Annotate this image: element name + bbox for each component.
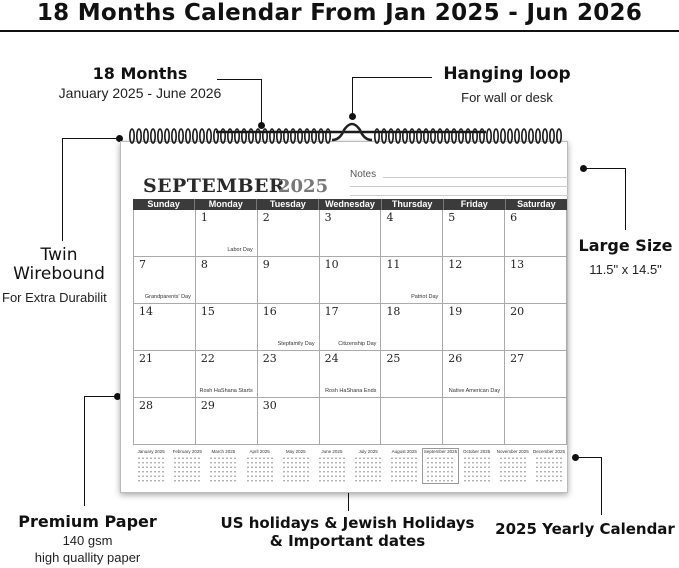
- day-number: 29: [200, 399, 215, 412]
- day-number: 10: [324, 258, 339, 271]
- day-number: 12: [448, 258, 463, 271]
- mini-month: [242, 448, 278, 484]
- leader-loop-v: [352, 77, 353, 115]
- mini-month-days: [173, 456, 201, 482]
- day-cell: [505, 398, 567, 444]
- yearly-mini-calendar: [133, 448, 567, 484]
- leader-paper-h: [84, 396, 118, 397]
- annotation-yearly-title: 2025 Yearly Calendar: [495, 520, 675, 538]
- day-cell: [320, 398, 382, 444]
- mini-month: [422, 448, 458, 484]
- wire-coil: [137, 129, 141, 143]
- mini-month-title: April 2025: [249, 449, 270, 454]
- wire-coil: [193, 129, 197, 143]
- day-cell: [381, 257, 443, 303]
- day-cell: [443, 210, 505, 256]
- day-cell: [320, 304, 382, 350]
- mini-month: [169, 448, 205, 484]
- annotation-paper-sub2: high quallity paper: [34, 550, 141, 565]
- day-cell: [505, 351, 567, 397]
- mini-month: [205, 448, 241, 484]
- annotation-wirebound: [0, 246, 118, 305]
- wire-coil: [165, 129, 169, 143]
- hanging-loop: [330, 120, 374, 142]
- mini-month: [459, 448, 495, 484]
- wire-coil: [179, 129, 183, 143]
- day-number: 13: [510, 258, 525, 271]
- mini-month-days: [463, 456, 491, 482]
- weekday-label: Wednesday: [319, 199, 381, 210]
- day-cell: [258, 398, 320, 444]
- holiday-label: Labor Day: [227, 247, 253, 253]
- wire-coil: [529, 129, 533, 143]
- wire-coil: [550, 129, 554, 143]
- mini-month-days: [209, 456, 237, 482]
- day-number: 30: [262, 399, 277, 412]
- leader-18-months-v: [261, 79, 262, 125]
- day-cell: [196, 210, 258, 256]
- annotation-large-size-sub: 11.5" x 14.5": [589, 262, 662, 277]
- mini-month-days: [535, 456, 563, 482]
- mini-month-days: [246, 456, 274, 482]
- mini-month-days: [318, 456, 346, 482]
- mini-month-title: September 2025: [423, 449, 458, 454]
- mini-month-title: October 2025: [462, 449, 491, 454]
- annotation-premium-paper: [5, 512, 170, 565]
- wire-coil: [130, 129, 134, 143]
- mini-month: [133, 448, 169, 484]
- leader-size-dot: [580, 165, 587, 172]
- mini-month: [386, 448, 422, 484]
- day-number: 7: [139, 258, 146, 271]
- annotation-18-months-title: 18 Months: [92, 64, 188, 83]
- wire-coil: [200, 129, 204, 143]
- holiday-label: Rosh HaShana Starts: [199, 388, 253, 394]
- annotation-wirebound-line2: Wirebound: [13, 264, 105, 284]
- mini-month-title: July 2025: [358, 449, 378, 454]
- annotation-holidays-line2: & Important dates: [269, 532, 426, 550]
- day-number: 8: [200, 258, 208, 271]
- day-cell: [320, 210, 382, 256]
- day-number: 3: [324, 211, 332, 224]
- mini-month: [495, 448, 531, 484]
- wall-calendar: [120, 141, 568, 493]
- annotation-paper-title: Premium Paper: [18, 512, 157, 531]
- day-cell: [443, 398, 505, 444]
- mini-month: [350, 448, 386, 484]
- day-cell: [381, 398, 443, 444]
- weekday-label: Saturday: [517, 199, 556, 209]
- mini-month-title: August 2025: [391, 449, 417, 454]
- leader-loop-h: [352, 77, 432, 78]
- annotation-holidays-line1: US holidays & Jewish Holidays: [220, 514, 475, 532]
- day-number: 22: [200, 352, 215, 365]
- annotation-hanging-loop-sub: For wall or desk: [461, 90, 553, 105]
- annotation-large-size: [572, 236, 679, 277]
- leader-wirebound-h: [62, 138, 120, 139]
- annotation-hanging-loop: [432, 64, 582, 105]
- day-number: 17: [324, 305, 339, 318]
- day-number: 25: [386, 352, 401, 365]
- leader-wirebound-v: [62, 138, 63, 241]
- notes-line: [383, 177, 568, 178]
- day-cell: [133, 304, 196, 350]
- mini-month-title: June 2025: [321, 449, 343, 454]
- day-number: 14: [139, 305, 153, 318]
- day-cell: [258, 351, 320, 397]
- annotation-wirebound-line1: Twin: [40, 245, 78, 265]
- day-number: 15: [200, 305, 215, 318]
- day-cell: [505, 257, 567, 303]
- day-cell: [505, 304, 567, 350]
- week-row: [133, 257, 567, 304]
- weekday-label: Friday: [444, 199, 506, 210]
- annotation-holidays: [205, 514, 490, 550]
- day-number: 21: [139, 352, 153, 365]
- day-number: 26: [448, 352, 463, 365]
- month-year: 2025: [278, 176, 329, 197]
- weekday-label: Thursday: [382, 199, 444, 210]
- wire-coil: [186, 129, 190, 143]
- day-cell: [381, 304, 443, 350]
- mini-month-days: [282, 456, 310, 482]
- day-cell: [196, 304, 258, 350]
- leader-size-v: [625, 168, 626, 230]
- mini-month: [314, 448, 350, 484]
- wire-coil: [508, 129, 512, 143]
- annotation-yearly-calendar: [494, 520, 676, 538]
- holiday-label: Citizenship Day: [338, 341, 377, 347]
- day-cell: [443, 304, 505, 350]
- day-cell: [258, 210, 320, 256]
- leader-size-h: [584, 168, 626, 169]
- day-number: 20: [510, 305, 525, 318]
- mini-month: [531, 448, 567, 484]
- weekday-label: Sunday: [133, 199, 195, 210]
- wire-coil: [144, 129, 148, 143]
- day-cell: [196, 398, 258, 444]
- day-cell: [258, 304, 320, 350]
- week-row: [133, 210, 567, 257]
- day-cell: [133, 210, 196, 256]
- weekday-header: [133, 199, 567, 210]
- day-cell: [196, 351, 258, 397]
- wire-coil: [494, 129, 498, 143]
- wire-coil: [151, 129, 155, 143]
- week-rows: [133, 210, 567, 445]
- day-cell: [133, 351, 196, 397]
- weekday-label: Tuesday: [257, 199, 319, 210]
- wire-coil: [557, 129, 561, 143]
- wire-coil: [522, 129, 526, 143]
- holiday-label: Grandparents' Day: [144, 294, 191, 300]
- mini-month-title: November 2025: [496, 449, 529, 454]
- leader-18-months-h: [217, 79, 262, 80]
- day-number: 5: [448, 211, 456, 224]
- mini-month-days: [390, 456, 418, 482]
- headline-rule: [0, 30, 679, 32]
- weekday-label: Monday: [195, 199, 257, 210]
- week-row: [133, 351, 567, 398]
- holiday-label: Stepfamily Day: [277, 341, 315, 347]
- leader-yearly-dot: [572, 454, 579, 461]
- leader-paper-v: [84, 396, 85, 506]
- mini-month-title: March 2025: [211, 449, 236, 454]
- mini-month-title: January 2025: [137, 449, 165, 454]
- day-number: 9: [262, 258, 270, 271]
- week-row: [133, 398, 567, 445]
- wire-coil: [543, 129, 547, 143]
- day-cell: [505, 210, 567, 256]
- day-cell: [443, 351, 505, 397]
- leader-yearly-h: [576, 457, 602, 458]
- annotation-18-months: [30, 64, 250, 101]
- mini-month-title: February 2025: [172, 449, 202, 454]
- day-number: 16: [262, 305, 277, 318]
- wire-coil: [515, 129, 519, 143]
- holiday-label: Native American Day: [448, 388, 501, 394]
- mini-month-days: [354, 456, 382, 482]
- day-cell: [381, 351, 443, 397]
- day-number: 28: [139, 399, 153, 412]
- day-number: 27: [510, 352, 525, 365]
- holiday-label: Patriot Day: [411, 294, 439, 300]
- day-number: 23: [262, 352, 277, 365]
- wire-coil: [536, 129, 540, 143]
- month-name: SEPTEMBER: [143, 175, 286, 197]
- notes-line: [350, 195, 568, 196]
- annotation-large-size-title: Large Size: [578, 236, 673, 255]
- day-number: 18: [386, 305, 401, 318]
- day-number: 11: [386, 258, 401, 271]
- wire-coil: [207, 129, 211, 143]
- mini-month-title: May 2025: [285, 449, 306, 454]
- annotation-paper-sub1: 140 gsm: [62, 533, 113, 548]
- page-headline: 18 Months Calendar From Jan 2025 - Jun 2026: [36, 0, 643, 26]
- wire-coil: [158, 129, 162, 143]
- notes-label: Notes: [350, 169, 377, 180]
- day-number: 2: [262, 211, 270, 224]
- month-grid: [133, 199, 567, 445]
- mini-month-days: [137, 456, 165, 482]
- day-number: 19: [448, 305, 463, 318]
- day-number: 6: [510, 211, 518, 224]
- day-cell: [133, 257, 196, 303]
- wire-coil: [487, 129, 491, 143]
- mini-month: [278, 448, 314, 484]
- day-cell: [133, 398, 196, 444]
- day-number: 1: [200, 211, 208, 224]
- leader-yearly-v: [601, 457, 602, 515]
- holiday-label: Rosh HaShana Ends: [325, 388, 377, 394]
- annotation-wirebound-sub: For Extra Durabilit: [2, 290, 107, 305]
- day-cell: [320, 257, 382, 303]
- notes-line: [350, 186, 568, 187]
- mini-month-days: [499, 456, 527, 482]
- leader-loop-dot: [349, 113, 356, 120]
- week-row: [133, 304, 567, 351]
- wire-coil: [501, 129, 505, 143]
- mini-month-title: December 2025: [532, 449, 565, 454]
- annotation-hanging-loop-title: Hanging loop: [443, 64, 571, 84]
- day-number: 4: [386, 211, 394, 224]
- wire-coil: [172, 129, 176, 143]
- day-cell: [196, 257, 258, 303]
- day-cell: [258, 257, 320, 303]
- day-cell: [381, 210, 443, 256]
- annotation-18-months-sub: January 2025 - June 2026: [58, 85, 222, 101]
- day-cell: [443, 257, 505, 303]
- day-number: 24: [324, 352, 339, 365]
- mini-month-days: [426, 456, 454, 482]
- day-cell: [320, 351, 382, 397]
